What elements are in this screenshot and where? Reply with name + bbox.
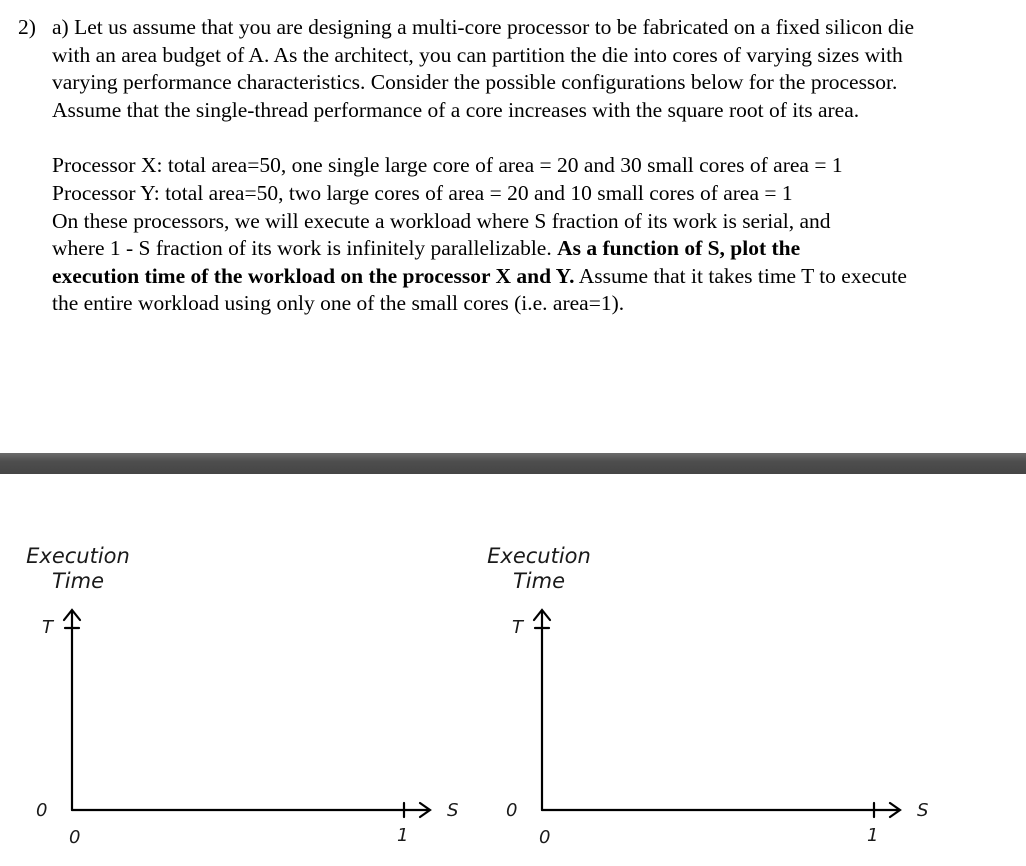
y-max-label: T xyxy=(512,617,523,638)
graph-processor-y[interactable] xyxy=(470,540,950,866)
x-min-label: 0 xyxy=(69,827,81,848)
section-divider-bar xyxy=(0,453,1026,474)
intro-line-3: varying performance characteristics. Consider the possible configurations below for the processor. xyxy=(52,70,898,95)
y-max-label: T xyxy=(42,617,53,638)
axes-svg xyxy=(0,540,480,866)
y-axis-label-line2: Time xyxy=(51,569,105,593)
intro-line-1: a) Let us assume that you are designing a multi-core processor to be fabricated on a fixed silicon die xyxy=(52,15,915,39)
x-min-label: 0 xyxy=(539,827,551,848)
workload-line-2-plain: where 1 - S fraction of its work is infinitely parallelizable. xyxy=(52,236,558,261)
workload-line-4: the entire workload using only one of the small cores (i.e. area=1). xyxy=(52,291,625,316)
intro-line-4: Assume that the single-thread performance of a core increases with the square root of its area. xyxy=(52,97,860,122)
y-axis-label-line2: Time xyxy=(512,569,566,593)
workload-line-2-bold: As a function of S, plot the xyxy=(557,236,801,261)
y-min-label: 0 xyxy=(506,800,518,821)
graph-processor-x[interactable] xyxy=(0,540,480,866)
workload-line-3-bold: execution time of the workload on the processor X and Y. xyxy=(52,263,575,288)
y-min-label: 0 xyxy=(36,800,48,821)
processor-y-spec: Processor Y: total area=50, two large cores of area = 20 and 10 small cores of area = 1 xyxy=(52,180,793,205)
processor-x-spec: Processor X: total area=50, one single large core of area = 20 and 30 small cores of area = 1 xyxy=(52,153,843,178)
workload-line-2 xyxy=(52,235,1018,263)
y-axis-label-line1: Execution xyxy=(26,544,130,568)
paragraph-gap xyxy=(52,124,1018,152)
axes-svg xyxy=(470,540,950,866)
x-max-label: 1 xyxy=(867,825,879,846)
x-axis-label: S xyxy=(447,800,459,821)
workload-line-3 xyxy=(52,263,1018,291)
x-max-label: 1 xyxy=(397,825,409,846)
question-body xyxy=(52,14,1018,318)
question-number: 2) xyxy=(18,15,36,39)
intro-line-2: with an area budget of A. As the architect, you can partition the die into cores of varying sizes with xyxy=(52,42,903,67)
x-axis-label: S xyxy=(917,800,929,821)
y-axis-label-line1: Execution xyxy=(487,544,591,568)
workload-line-3-plain: Assume that it takes time T to execute xyxy=(574,263,907,288)
workload-line-1: On these processors, we will execute a workload where S fraction of its work is serial, and xyxy=(52,208,831,233)
